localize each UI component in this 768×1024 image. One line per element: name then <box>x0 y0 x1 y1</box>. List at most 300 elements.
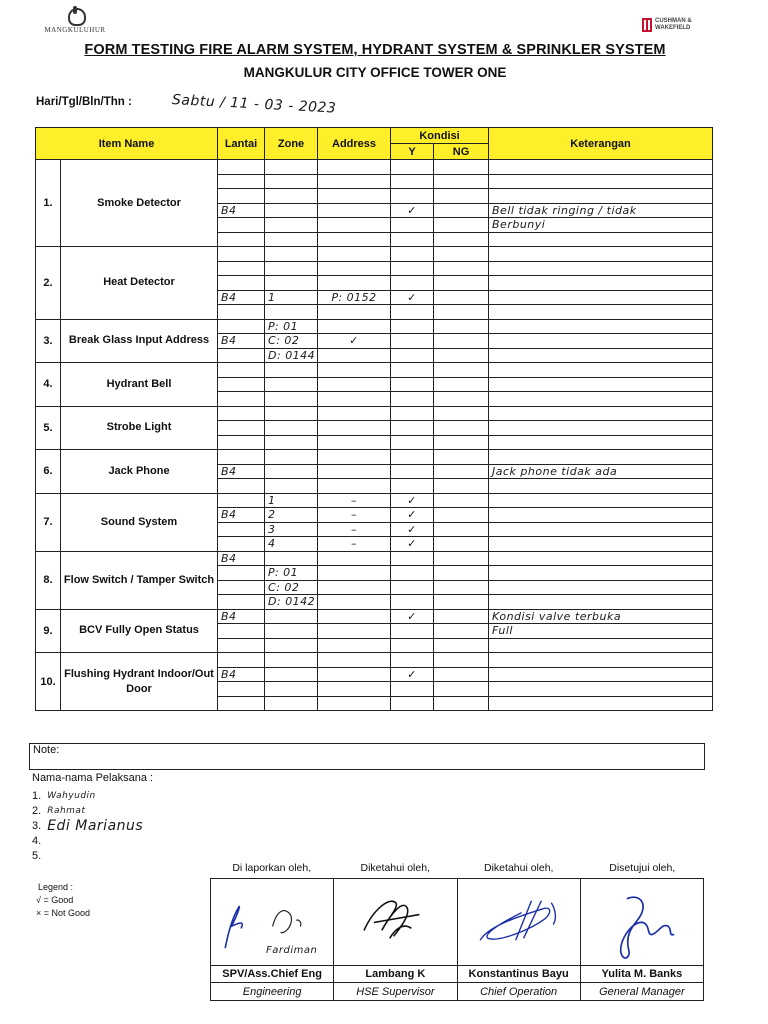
signer-role: General Manager <box>580 983 703 1001</box>
item-number: 5. <box>36 406 61 450</box>
address-cell[interactable] <box>318 392 391 407</box>
header-zone: Zone <box>265 128 318 160</box>
zone-cell[interactable] <box>265 392 318 407</box>
signature-box-hse[interactable] <box>334 879 457 966</box>
kondisi-ng-cell[interactable] <box>434 363 489 378</box>
kondisi-ng-cell[interactable] <box>434 392 489 407</box>
zone-cell[interactable] <box>265 421 318 436</box>
pelaksana-item <box>32 789 143 804</box>
kondisi-y-cell[interactable] <box>391 406 434 421</box>
keterangan-cell[interactable] <box>489 334 713 349</box>
address-cell[interactable] <box>318 667 391 682</box>
item-name: Smoke Detector <box>61 160 218 247</box>
kondisi-ng-cell[interactable] <box>434 218 489 233</box>
address-cell[interactable] <box>318 348 391 363</box>
kondisi-ng-cell[interactable] <box>434 522 489 537</box>
address-cell[interactable] <box>318 377 391 392</box>
pelaksana-item <box>32 849 143 864</box>
pelaksana-name[interactable]: Edi Marianus <box>47 818 144 834</box>
keterangan-cell[interactable] <box>489 421 713 436</box>
address-cell[interactable]: – <box>318 537 391 552</box>
zone-cell[interactable] <box>265 653 318 668</box>
keterangan-cell[interactable] <box>489 508 713 523</box>
keterangan-cell[interactable] <box>489 551 713 566</box>
address-cell[interactable] <box>318 276 391 291</box>
sig-heading-approved: Disetujui oleh, <box>609 862 676 874</box>
signer-role: Chief Operation <box>457 983 580 1001</box>
lantai-cell[interactable] <box>218 421 265 436</box>
kondisi-y-cell[interactable] <box>391 682 434 697</box>
zone-cell[interactable] <box>265 232 318 247</box>
address-cell[interactable] <box>318 479 391 494</box>
lantai-cell[interactable]: B4 <box>218 464 265 479</box>
pelaksana-num: 4. <box>32 835 42 847</box>
kondisi-ng-cell[interactable] <box>434 624 489 639</box>
kondisi-y-cell[interactable] <box>391 624 434 639</box>
zone-cell[interactable] <box>265 696 318 711</box>
kondisi-ng-cell[interactable] <box>434 421 489 436</box>
logo-text: MANGKULUHUR <box>44 26 106 34</box>
zone-cell[interactable] <box>265 682 318 697</box>
logo-right-text: CUSHMAN & WAKEFIELD <box>655 18 692 31</box>
kondisi-ng-cell[interactable] <box>434 537 489 552</box>
kondisi-y-cell[interactable] <box>391 247 434 262</box>
kondisi-y-cell[interactable] <box>391 261 434 276</box>
keterangan-cell[interactable] <box>489 522 713 537</box>
date-value[interactable]: Sabtu / 11 - 03 - 2023 <box>171 92 337 117</box>
keterangan-cell[interactable] <box>489 363 713 378</box>
signature-box-engineering[interactable] <box>211 879 334 966</box>
item-name: Hydrant Bell <box>61 363 218 407</box>
kondisi-ng-cell[interactable] <box>434 696 489 711</box>
kondisi-ng-cell[interactable] <box>434 232 489 247</box>
table-row <box>36 363 713 378</box>
kondisi-y-cell[interactable]: ✓ <box>391 537 434 552</box>
lantai-cell[interactable] <box>218 392 265 407</box>
lantai-cell[interactable] <box>218 696 265 711</box>
lantai-cell[interactable] <box>218 218 265 233</box>
table-row <box>36 653 713 668</box>
zone-cell[interactable] <box>265 189 318 204</box>
kondisi-ng-cell[interactable] <box>434 653 489 668</box>
zone-cell[interactable] <box>265 174 318 189</box>
zone-cell[interactable]: 2 <box>265 508 318 523</box>
lantai-cell[interactable] <box>218 450 265 465</box>
signer-name: SPV/Ass.Chief Eng <box>211 966 334 983</box>
kondisi-ng-cell[interactable] <box>434 609 489 624</box>
zone-cell[interactable]: P: 01 <box>265 319 318 334</box>
note-box[interactable] <box>29 743 705 770</box>
address-cell[interactable] <box>318 435 391 450</box>
pelaksana-item <box>32 819 143 834</box>
kondisi-ng-cell[interactable] <box>434 580 489 595</box>
lantai-cell[interactable] <box>218 305 265 320</box>
kondisi-ng-cell[interactable] <box>434 566 489 581</box>
keterangan-cell[interactable] <box>489 189 713 204</box>
address-cell[interactable] <box>318 595 391 610</box>
zone-cell[interactable] <box>265 305 318 320</box>
lantai-cell[interactable] <box>218 580 265 595</box>
keterangan-cell[interactable] <box>489 595 713 610</box>
zone-cell[interactable] <box>265 203 318 218</box>
kondisi-y-cell[interactable] <box>391 174 434 189</box>
zone-cell[interactable] <box>265 261 318 276</box>
keterangan-cell[interactable] <box>489 696 713 711</box>
keterangan-cell[interactable]: Bell tidak ringing / tidak <box>489 203 713 218</box>
item-name: Heat Detector <box>61 247 218 320</box>
keterangan-cell[interactable] <box>489 493 713 508</box>
table-row <box>36 160 713 175</box>
kondisi-ng-cell[interactable] <box>434 348 489 363</box>
date-label: Hari/Tgl/Bln/Thn : <box>36 96 132 108</box>
lantai-cell[interactable] <box>218 406 265 421</box>
pelaksana-num: 1. <box>32 790 42 802</box>
zone-cell[interactable] <box>265 363 318 378</box>
pelaksana-name[interactable]: Rahmat <box>47 806 86 816</box>
kondisi-y-cell[interactable] <box>391 348 434 363</box>
zone-cell[interactable] <box>265 406 318 421</box>
kondisi-y-cell[interactable] <box>391 421 434 436</box>
kondisi-y-cell[interactable] <box>391 377 434 392</box>
kondisi-y-cell[interactable] <box>391 595 434 610</box>
kondisi-ng-cell[interactable] <box>434 377 489 392</box>
kondisi-ng-cell[interactable] <box>434 638 489 653</box>
lantai-cell[interactable] <box>218 189 265 204</box>
lantai-cell[interactable] <box>218 363 265 378</box>
lantai-cell[interactable] <box>218 522 265 537</box>
lantai-cell[interactable] <box>218 276 265 291</box>
kondisi-ng-cell[interactable] <box>434 551 489 566</box>
zone-cell[interactable] <box>265 667 318 682</box>
keterangan-cell[interactable] <box>489 392 713 407</box>
item-name: Flushing Hydrant Indoor/Out Door <box>61 653 218 711</box>
keterangan-cell[interactable] <box>489 682 713 697</box>
address-cell[interactable] <box>318 247 391 262</box>
kondisi-y-cell[interactable] <box>391 450 434 465</box>
lantai-cell[interactable]: B4 <box>218 551 265 566</box>
item-number: 8. <box>36 551 61 609</box>
kondisi-ng-cell[interactable] <box>434 435 489 450</box>
lantai-cell[interactable] <box>218 160 265 175</box>
address-cell[interactable] <box>318 232 391 247</box>
kondisi-ng-cell[interactable] <box>434 667 489 682</box>
pelaksana-num: 2. <box>32 805 42 817</box>
kondisi-y-cell[interactable] <box>391 638 434 653</box>
lantai-cell[interactable]: B4 <box>218 667 265 682</box>
address-cell[interactable] <box>318 624 391 639</box>
lantai-cell[interactable] <box>218 247 265 262</box>
kondisi-y-cell[interactable] <box>391 435 434 450</box>
address-cell[interactable] <box>318 421 391 436</box>
kondisi-y-cell[interactable] <box>391 189 434 204</box>
pelaksana-item <box>32 804 143 819</box>
lantai-cell[interactable] <box>218 377 265 392</box>
keterangan-cell[interactable] <box>489 580 713 595</box>
address-cell[interactable] <box>318 551 391 566</box>
kondisi-ng-cell[interactable] <box>434 479 489 494</box>
header-address: Address <box>318 128 391 160</box>
header-y: Y <box>391 144 434 160</box>
item-number: 10. <box>36 653 61 711</box>
zone-cell[interactable] <box>265 377 318 392</box>
item-name: Break Glass Input Address <box>61 319 218 363</box>
lantai-cell[interactable] <box>218 435 265 450</box>
zone-cell[interactable] <box>265 464 318 479</box>
address-cell[interactable] <box>318 566 391 581</box>
zone-cell[interactable]: 1 <box>265 290 318 305</box>
kondisi-ng-cell[interactable] <box>434 450 489 465</box>
kondisi-ng-cell[interactable] <box>434 276 489 291</box>
zone-cell[interactable]: C: 02 <box>265 334 318 349</box>
lantai-cell[interactable] <box>218 493 265 508</box>
lantai-cell[interactable]: B4 <box>218 508 265 523</box>
zone-cell[interactable]: 3 <box>265 522 318 537</box>
kondisi-ng-cell[interactable] <box>434 203 489 218</box>
keterangan-cell[interactable] <box>489 261 713 276</box>
zone-cell[interactable]: C: 02 <box>265 580 318 595</box>
legend-not-good: × = Not Good <box>36 908 91 918</box>
kondisi-y-cell[interactable]: ✓ <box>391 508 434 523</box>
lantai-cell[interactable] <box>218 319 265 334</box>
address-cell[interactable] <box>318 450 391 465</box>
table-row <box>36 247 713 262</box>
kondisi-y-cell[interactable] <box>391 653 434 668</box>
zone-cell[interactable] <box>265 218 318 233</box>
address-cell[interactable] <box>318 218 391 233</box>
keterangan-cell[interactable] <box>489 377 713 392</box>
signer-name: Yulita M. Banks <box>580 966 703 983</box>
lantai-cell[interactable]: B4 <box>218 609 265 624</box>
kondisi-y-cell[interactable]: ✓ <box>391 290 434 305</box>
zone-cell[interactable]: P: 01 <box>265 566 318 581</box>
item-number: 1. <box>36 160 61 247</box>
kondisi-y-cell[interactable]: ✓ <box>391 667 434 682</box>
address-cell[interactable] <box>318 638 391 653</box>
zone-cell[interactable]: D: 0142 <box>265 595 318 610</box>
zone-cell[interactable]: 1 <box>265 493 318 508</box>
keterangan-cell[interactable] <box>489 290 713 305</box>
lantai-cell[interactable] <box>218 174 265 189</box>
kondisi-y-cell[interactable] <box>391 305 434 320</box>
zone-cell[interactable] <box>265 551 318 566</box>
kondisi-ng-cell[interactable] <box>434 189 489 204</box>
signature-box-chief-ops[interactable] <box>457 879 580 966</box>
zone-cell[interactable] <box>265 609 318 624</box>
signature-handwritten-name: Fardiman <box>266 945 318 956</box>
kondisi-ng-cell[interactable] <box>434 160 489 175</box>
signature-box-gm[interactable] <box>580 879 703 966</box>
pelaksana-list <box>32 789 143 864</box>
keterangan-cell[interactable] <box>489 276 713 291</box>
kondisi-y-cell[interactable] <box>391 580 434 595</box>
lantai-cell[interactable] <box>218 595 265 610</box>
zone-cell[interactable] <box>265 160 318 175</box>
kondisi-ng-cell[interactable] <box>434 595 489 610</box>
header-keterangan: Keterangan <box>489 128 713 160</box>
keterangan-cell[interactable] <box>489 247 713 262</box>
pelaksana-item <box>32 834 143 849</box>
address-cell[interactable]: P: 0152 <box>318 290 391 305</box>
item-number: 3. <box>36 319 61 363</box>
lantai-cell[interactable]: B4 <box>218 290 265 305</box>
address-cell[interactable]: – <box>318 508 391 523</box>
kondisi-ng-cell[interactable] <box>434 319 489 334</box>
lantai-cell[interactable] <box>218 638 265 653</box>
cushman-wakefield-logo <box>642 18 695 32</box>
lantai-cell[interactable] <box>218 479 265 494</box>
crown-icon <box>64 6 86 26</box>
kondisi-ng-cell[interactable] <box>434 247 489 262</box>
lantai-cell[interactable] <box>218 682 265 697</box>
keterangan-cell[interactable] <box>489 348 713 363</box>
lantai-cell[interactable]: B4 <box>218 203 265 218</box>
signer-role: Engineering <box>211 983 334 1001</box>
zone-cell[interactable] <box>265 638 318 653</box>
address-cell[interactable]: ✓ <box>318 334 391 349</box>
address-cell[interactable]: – <box>318 522 391 537</box>
keterangan-cell[interactable]: Berbunyi <box>489 218 713 233</box>
keterangan-cell[interactable] <box>489 406 713 421</box>
zone-cell[interactable] <box>265 450 318 465</box>
zone-cell[interactable]: 4 <box>265 537 318 552</box>
keterangan-cell[interactable] <box>489 174 713 189</box>
signature-image <box>581 879 703 965</box>
kondisi-y-cell[interactable] <box>391 334 434 349</box>
address-cell[interactable] <box>318 189 391 204</box>
kondisi-y-cell[interactable] <box>391 566 434 581</box>
kondisi-y-cell[interactable] <box>391 464 434 479</box>
kondisi-y-cell[interactable]: ✓ <box>391 493 434 508</box>
pelaksana-name[interactable]: Wahyudin <box>47 791 96 801</box>
keterangan-cell[interactable]: Kondisi valve terbuka <box>489 609 713 624</box>
kondisi-y-cell[interactable]: ✓ <box>391 203 434 218</box>
kondisi-y-cell[interactable]: ✓ <box>391 522 434 537</box>
signer-name: Konstantinus Bayu <box>457 966 580 983</box>
address-cell[interactable] <box>318 160 391 175</box>
kondisi-y-cell[interactable] <box>391 232 434 247</box>
keterangan-cell[interactable] <box>489 450 713 465</box>
zone-cell[interactable]: D: 0144 <box>265 348 318 363</box>
kondisi-ng-cell[interactable] <box>434 305 489 320</box>
kondisi-ng-cell[interactable] <box>434 406 489 421</box>
inspection-table <box>35 127 713 711</box>
pelaksana-num: 3. <box>32 820 42 832</box>
lantai-cell[interactable]: B4 <box>218 334 265 349</box>
kondisi-ng-cell[interactable] <box>434 261 489 276</box>
zone-cell[interactable] <box>265 276 318 291</box>
signer-role: HSE Supervisor <box>334 983 457 1001</box>
address-cell[interactable] <box>318 653 391 668</box>
kondisi-ng-cell[interactable] <box>434 682 489 697</box>
keterangan-cell[interactable]: Full <box>489 624 713 639</box>
keterangan-cell[interactable] <box>489 160 713 175</box>
lantai-cell[interactable] <box>218 232 265 247</box>
item-number: 4. <box>36 363 61 407</box>
keterangan-cell[interactable] <box>489 232 713 247</box>
table-row <box>36 319 713 334</box>
header-lantai: Lantai <box>218 128 265 160</box>
keterangan-cell[interactable] <box>489 537 713 552</box>
kondisi-ng-cell[interactable] <box>434 290 489 305</box>
lantai-cell[interactable] <box>218 566 265 581</box>
kondisi-y-cell[interactable] <box>391 551 434 566</box>
kondisi-y-cell[interactable] <box>391 160 434 175</box>
legend <box>36 881 90 920</box>
kondisi-y-cell[interactable] <box>391 218 434 233</box>
kondisi-ng-cell[interactable] <box>434 493 489 508</box>
signature-table <box>210 878 704 1001</box>
keterangan-cell[interactable]: Jack phone tidak ada <box>489 464 713 479</box>
zone-cell[interactable] <box>265 435 318 450</box>
address-cell[interactable] <box>318 580 391 595</box>
sig-heading-known-ops: Diketahui oleh, <box>484 862 554 874</box>
address-cell[interactable] <box>318 609 391 624</box>
keterangan-cell[interactable] <box>489 305 713 320</box>
kondisi-y-cell[interactable] <box>391 276 434 291</box>
legend-good: √ = Good <box>36 895 74 905</box>
header-item-name: Item Name <box>36 128 218 160</box>
kondisi-ng-cell[interactable] <box>434 464 489 479</box>
address-cell[interactable] <box>318 174 391 189</box>
zone-cell[interactable] <box>265 479 318 494</box>
address-cell[interactable] <box>318 305 391 320</box>
address-cell[interactable]: – <box>318 493 391 508</box>
keterangan-cell[interactable] <box>489 435 713 450</box>
keterangan-cell[interactable] <box>489 653 713 668</box>
lantai-cell[interactable] <box>218 624 265 639</box>
signature-headings <box>210 862 704 874</box>
kondisi-ng-cell[interactable] <box>434 334 489 349</box>
address-cell[interactable] <box>318 319 391 334</box>
keterangan-cell[interactable] <box>489 667 713 682</box>
kondisi-ng-cell[interactable] <box>434 174 489 189</box>
header-kondisi: Kondisi <box>391 128 489 144</box>
address-cell[interactable] <box>318 363 391 378</box>
company-logo <box>40 6 110 34</box>
kondisi-y-cell[interactable] <box>391 479 434 494</box>
keterangan-cell[interactable] <box>489 566 713 581</box>
building-icon <box>642 18 652 32</box>
zone-cell[interactable] <box>265 247 318 262</box>
kondisi-ng-cell[interactable] <box>434 508 489 523</box>
signature-image <box>334 879 456 965</box>
kondisi-y-cell[interactable] <box>391 319 434 334</box>
item-name: Flow Switch / Tamper Switch <box>61 551 218 609</box>
kondisi-y-cell[interactable] <box>391 392 434 407</box>
address-cell[interactable] <box>318 406 391 421</box>
address-cell[interactable] <box>318 682 391 697</box>
table-row <box>36 551 713 566</box>
sig-heading-reported: Di laporkan oleh, <box>232 862 312 874</box>
keterangan-cell[interactable] <box>489 319 713 334</box>
keterangan-cell[interactable] <box>489 479 713 494</box>
kondisi-y-cell[interactable] <box>391 363 434 378</box>
lantai-cell[interactable] <box>218 537 265 552</box>
keterangan-cell[interactable] <box>489 638 713 653</box>
address-cell[interactable] <box>318 464 391 479</box>
address-cell[interactable] <box>318 203 391 218</box>
address-cell[interactable] <box>318 261 391 276</box>
lantai-cell[interactable] <box>218 653 265 668</box>
lantai-cell[interactable] <box>218 261 265 276</box>
address-cell[interactable] <box>318 696 391 711</box>
signature-image <box>458 879 580 965</box>
kondisi-y-cell[interactable] <box>391 696 434 711</box>
lantai-cell[interactable] <box>218 348 265 363</box>
kondisi-y-cell[interactable]: ✓ <box>391 609 434 624</box>
zone-cell[interactable] <box>265 624 318 639</box>
legend-title: Legend : <box>38 882 74 892</box>
